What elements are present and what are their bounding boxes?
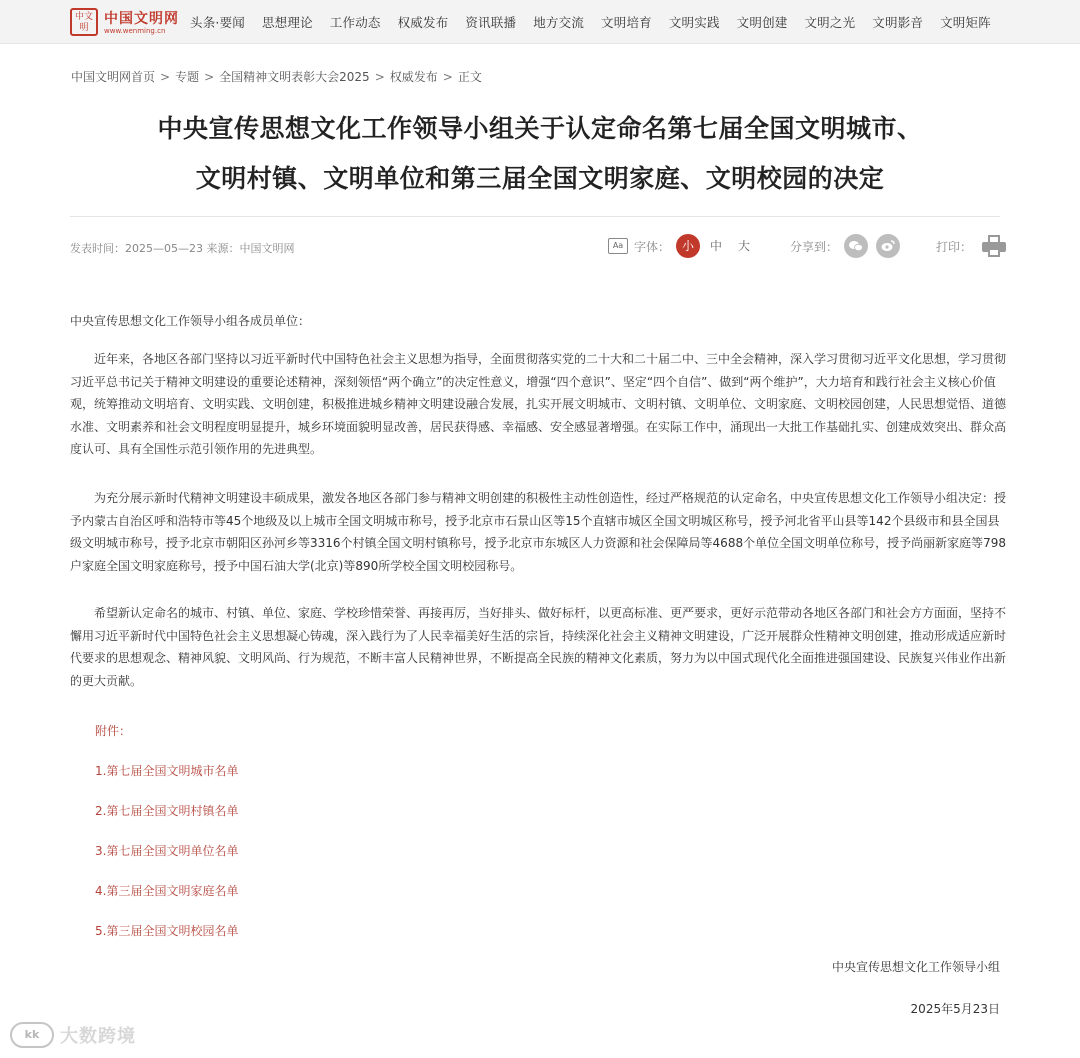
breadcrumb [71,68,482,85]
font-size-icon: Aa [608,238,628,254]
attachment-link[interactable]: 5.第三届全国文明校园名单 [95,924,239,938]
nav-item-theory[interactable]: 思想理论 [261,15,313,30]
share-label: 分享到： [790,239,839,254]
font-size-large-button[interactable]: 大 [738,239,751,253]
attachment-link[interactable]: 3.第七届全国文明单位名单 [95,844,239,858]
article-title [70,104,1010,204]
breadcrumb-conference[interactable]: 全国精神文明表彰大会2025 [219,70,370,84]
printer-icon[interactable] [982,235,1006,257]
watermark-logo: kk [10,1022,54,1048]
issue-date: 2025年5月23日 [910,1002,1000,1016]
breadcrumb-separator: > [442,70,453,84]
nav-item-civility-creation[interactable]: 文明创建 [736,15,788,30]
body-paragraph: 为充分展示新时代精神文明建设丰硕成果，激发各地区各部门参与精神文明创建的积极性主动性创造性，经过严格规范的认定命名，中央宣传思想文化工作领导小组决定：授予内蒙古自治区呼和浩特市等45个地级及以上城市全国文明城市称号，授予北京市石景山区等15个直辖市城区全国文明城区称号，授予河北省平山县等142个县级市和县全国县级文明城市称号，授予北京市朝阳区孙河乡等3316个村镇全国文明村镇称号，授予北京市东城区人力资源和社会保障局等4688个单位全国文明单位称号，授予尚丽新家庭等798户家庭全国文明家庭称号，授予中国石油大学(北京)等890所学校全国文明校园称号。 [70,491,1007,573]
weibo-icon[interactable] [876,234,900,258]
font-size-label: 字体： [634,239,671,254]
breadcrumb-separator: > [160,70,171,84]
issuer-signature: 中央宣传思想文化工作领导小组 [831,960,1000,974]
attachment-link[interactable]: 4.第三届全国文明家庭名单 [95,884,239,898]
logo-url: www.wenming.cn [104,27,166,35]
nav-item-civility-cultivation[interactable]: 文明培育 [601,15,652,30]
font-size-tools [608,232,760,260]
watermark [10,1022,136,1048]
print-label: 打印： [936,239,973,254]
nav-item-civility-practice[interactable]: 文明实践 [668,15,720,30]
wechat-icon[interactable] [844,234,868,258]
article-title-line-1: 中央宣传思想文化工作领导小组关于认定命名第七届全国文明城市、 [157,114,923,143]
logo-name: 中国文明网 [104,11,179,27]
share-tools [790,232,908,260]
nav-item-headlines[interactable]: 头条·要闻 [190,15,245,30]
font-size-medium-button[interactable]: 中 [710,239,723,253]
attachment-link[interactable]: 2.第七届全国文明村镇名单 [95,804,239,818]
body-paragraph: 希望新认定命名的城市、村镇、单位、家庭、学校珍惜荣誉、再接再厉，当好排头、做好标杆，以更高标准、更严要求，更好示范带动各地区各部门和社会方方面面，坚持不懈用习近平新时代中国特色社会主义思想凝心铸魂，深入践行为了人民幸福美好生活的宗旨，持续深化社会主义精神文明建设，广泛开展群众性精神文明创建，推动形成适应新时代要求的思想观念、精神风貌、文明风尚、行为规范，不断丰富人民精神世界，不断提高全民族的精神文化素质，努力为以中国式现代化全面推进强国建设、民族复兴伟业作出新的更大贡献。 [70,606,1007,688]
nav-item-civility-video[interactable]: 文明影音 [872,15,924,30]
nav-item-civility-matrix[interactable]: 文明矩阵 [940,15,991,30]
print-tools [936,232,1006,260]
logo-seal-icon: 中文明 [70,8,98,36]
main-nav [190,0,1008,44]
nav-item-civility-light[interactable]: 文明之光 [804,15,856,30]
font-size-small-button[interactable]: 小 [676,234,700,258]
nav-item-official-release[interactable]: 权威发布 [397,15,449,30]
attachments-label: 附件： [95,724,132,738]
watermark-text: 大数跨境 [60,1026,136,1047]
top-navigation-bar [0,0,1080,44]
breadcrumb-separator: > [374,70,385,84]
nav-item-local-exchange[interactable]: 地方交流 [533,15,585,30]
breadcrumb-topics[interactable]: 专题 [175,70,200,84]
breadcrumb-current: 正文 [457,70,482,84]
body-paragraph: 近年来，各地区各部门坚持以习近平新时代中国特色社会主义思想为指导，全面贯彻落实党的二十大和二十届二中、三中全会精神，深入学习贯彻习近平文化思想，学习贯彻习近平总书记关于精神文明建设的重要论述精神，深刻领悟“两个确立”的决定性意义，增强“四个意识”、坚定“四个自信”、做到“两个维护”，大力培育和践行社会主义核心价值观，统筹推动文明培育、文明实践、文明创建，积极推进城乡精神文明建设融合发展，扎实开展文明城市、文明村镇、文明单位、文明家庭、文明校园创建，人民思想觉悟、道德水准、文明素养和社会文明程度明显提升，城乡环境面貌明显改善，居民获得感、幸福感、安全感显著增强。在实际工作中，涌现出一大批工作基础扎实、创建成效突出、群众高度认可、具有全国性示范引领作用的先进典型。 [70,352,1007,456]
site-logo[interactable] [70,6,180,38]
breadcrumb-official-release[interactable]: 权威发布 [389,70,438,84]
salutation: 中央宣传思想文化工作领导小组各成员单位： [70,314,311,328]
breadcrumb-separator: > [204,70,215,84]
attachment-link[interactable]: 1.第七届全国文明城市名单 [95,764,239,778]
article-meta: 发表时间：2025—05—23 来源：中国文明网 [70,242,295,255]
breadcrumb-home[interactable]: 中国文明网首页 [71,70,156,84]
article-title-line-2: 文明村镇、文明单位和第三届全国文明家庭、文明校园的决定 [195,164,885,193]
nav-item-work-news[interactable]: 工作动态 [329,15,381,30]
title-divider [70,216,1000,217]
nav-item-news-broadcast[interactable]: 资讯联播 [465,15,517,30]
